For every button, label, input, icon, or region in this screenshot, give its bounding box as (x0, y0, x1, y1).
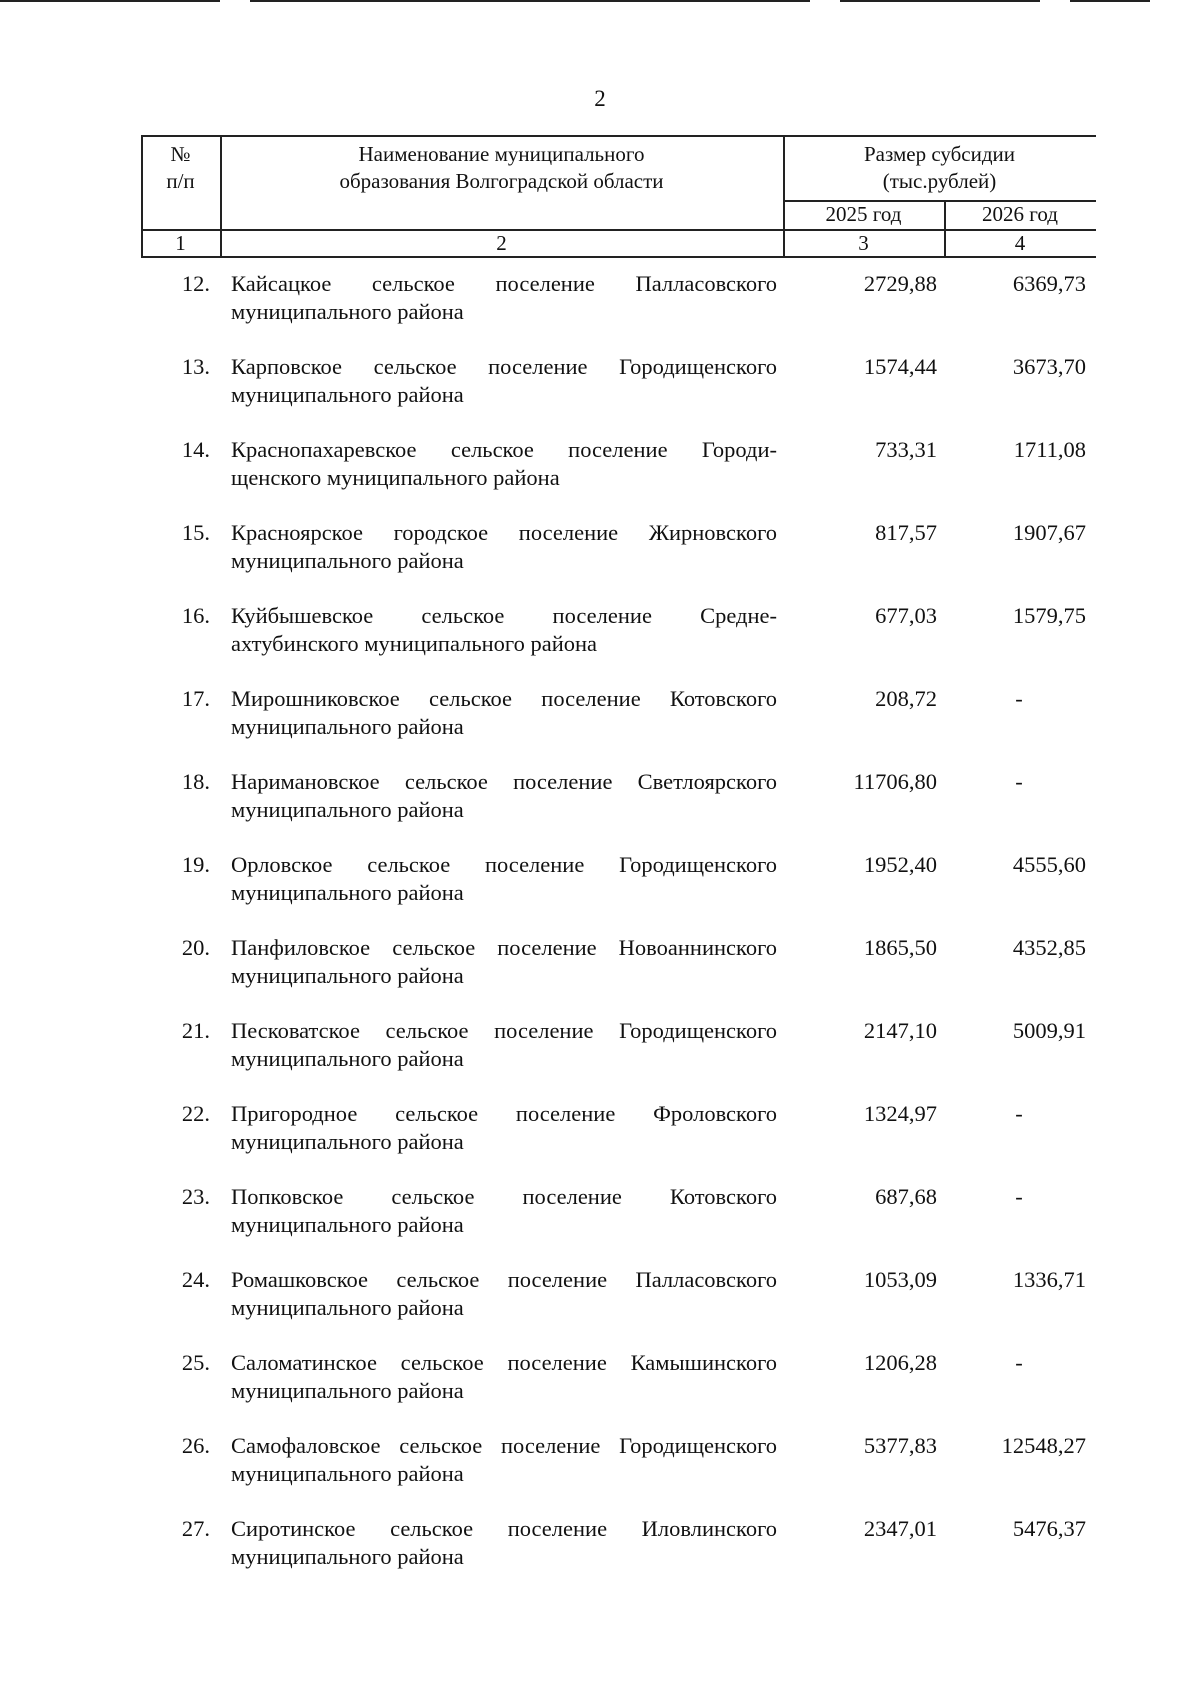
table-header (141, 135, 1096, 257)
header-index-2: 2 (496, 231, 507, 255)
municipality-name-line: ахтубинского муниципального района (231, 631, 598, 656)
municipality-name-line: муниципального района (231, 1212, 464, 1237)
municipality-name-line: муниципального района (231, 1378, 464, 1403)
subsidy-2025: 1053,09 (863, 1267, 937, 1292)
table-row (0, 602, 1200, 685)
subsidy-2025: 2347,01 (863, 1516, 937, 1541)
municipality-name-line: Кайсацкое сельское поселение Палласовского (231, 271, 777, 296)
row-number: 21. (181, 1018, 210, 1043)
table-row (0, 1432, 1200, 1515)
subsidy-2026: 6369,73 (1012, 271, 1086, 296)
subsidy-2026: 1336,71 (1012, 1267, 1086, 1292)
subsidy-2025: 2729,88 (863, 271, 937, 296)
municipality-name-line: щенского муниципального района (231, 465, 560, 490)
municipality-name-line: Панфиловское сельское поселение Новоаннинского (231, 935, 777, 960)
row-number: 20. (181, 935, 210, 960)
municipality-name (231, 685, 777, 741)
municipality-name (231, 934, 777, 990)
table-row (0, 768, 1200, 851)
subsidy-2026: - (1015, 1350, 1023, 1375)
municipality-name-line: муниципального района (231, 1461, 464, 1486)
header-num: № п/п (166, 142, 195, 193)
subsidy-2025: 677,03 (875, 603, 937, 628)
subsidy-2025: 1324,97 (863, 1101, 937, 1126)
subsidy-2026: 5476,37 (1012, 1516, 1086, 1541)
municipality-name-line: Песковатское сельское поселение Городищенского (231, 1018, 777, 1043)
municipality-name-line: муниципального района (231, 299, 464, 324)
subsidy-2025: 687,68 (875, 1184, 937, 1209)
municipality-name (231, 519, 777, 575)
table-row (0, 270, 1200, 353)
subsidy-2025: 1574,44 (863, 354, 937, 379)
subsidy-2026: 4555,60 (1012, 852, 1086, 877)
table-row (0, 1100, 1200, 1183)
subsidy-2025: 1206,28 (863, 1350, 937, 1375)
scan-edge-line (250, 0, 810, 2)
table-row (0, 934, 1200, 1017)
municipality-name (231, 1515, 777, 1571)
municipality-name-line: муниципального района (231, 1046, 464, 1071)
municipality-name (231, 1349, 777, 1405)
municipality-name-line: муниципального района (231, 548, 464, 573)
subsidy-2026: - (1015, 1184, 1023, 1209)
municipality-name-line: муниципального района (231, 797, 464, 822)
row-number: 15. (181, 520, 210, 545)
row-number: 14. (181, 437, 210, 462)
table-body (0, 270, 1200, 1598)
scan-edge-line (1070, 0, 1150, 2)
subsidy-2025: 817,57 (875, 520, 937, 545)
municipality-name (231, 353, 777, 409)
municipality-name (231, 1432, 777, 1488)
header-year-2025: 2025 год (825, 202, 902, 226)
page-number: 2 (594, 86, 606, 111)
table-row (0, 436, 1200, 519)
municipality-name-line: муниципального района (231, 1295, 464, 1320)
row-number: 25. (181, 1350, 210, 1375)
municipality-name-line: муниципального района (231, 963, 464, 988)
header-year-2026: 2026 год (982, 202, 1058, 226)
subsidy-2025: 1952,40 (863, 852, 937, 877)
subsidy-2025: 5377,83 (863, 1433, 937, 1458)
subsidy-2025: 733,31 (875, 437, 937, 462)
municipality-name-line: Пригородное сельское поселение Фроловского (231, 1101, 777, 1126)
municipality-name-line: Наримановское сельское поселение Светлоярского (231, 769, 777, 794)
municipality-name (231, 436, 777, 492)
municipality-name (231, 1100, 777, 1156)
row-number: 17. (181, 686, 210, 711)
table-row (0, 1017, 1200, 1100)
row-number: 13. (181, 354, 210, 379)
municipality-name-line: Мирошниковское сельское поселение Котовского (231, 686, 777, 711)
subsidy-2025: 208,72 (875, 686, 937, 711)
header-subsidy: Размер субсидии (тыс.рублей) (863, 142, 1016, 193)
municipality-name-line: Куйбышевское сельское поселение Средне- (231, 603, 777, 628)
municipality-name-line: Красноярское городское поселение Жирновского (231, 520, 777, 545)
municipality-name (231, 768, 777, 824)
municipality-name-line: муниципального района (231, 714, 464, 739)
municipality-name-line: муниципального района (231, 1129, 464, 1154)
row-number: 24. (181, 1267, 210, 1292)
municipality-name-line: Карповское сельское поселение Городищенского (231, 354, 777, 379)
row-number: 23. (181, 1184, 210, 1209)
scan-edge-line (840, 0, 1040, 2)
header-top-rule (141, 135, 1096, 137)
municipality-name-line: Ромашковское сельское поселение Палласовского (231, 1267, 777, 1292)
header-name: Наименование муниципального образования Волгоградской области (339, 142, 664, 193)
subsidy-2026: - (1015, 1101, 1023, 1126)
header-index-3: 3 (858, 231, 869, 255)
row-number: 27. (181, 1516, 210, 1541)
municipality-name-line: Краснопахаревское сельское поселение Городи- (231, 437, 777, 462)
table-row (0, 1266, 1200, 1349)
subsidy-2026: 4352,85 (1012, 935, 1086, 960)
subsidy-2026: 1907,67 (1012, 520, 1086, 545)
municipality-name-line: Саломатинское сельское поселение Камышинского (231, 1350, 777, 1375)
subsidy-2026: - (1015, 686, 1023, 711)
subsidy-2026: 1711,08 (1013, 437, 1086, 462)
municipality-name (231, 602, 777, 658)
municipality-name (231, 851, 777, 907)
municipality-name-line: Попковское сельское поселение Котовского (231, 1184, 777, 1209)
table-row (0, 1183, 1200, 1266)
municipality-name-line: Орловское сельское поселение Городищенского (231, 852, 777, 877)
table-row (0, 1349, 1200, 1432)
municipality-name (231, 1183, 777, 1239)
municipality-name (231, 1017, 777, 1073)
table-row (0, 685, 1200, 768)
municipality-name-line: Сиротинское сельское поселение Иловлинского (231, 1516, 777, 1541)
row-number: 26. (181, 1433, 210, 1458)
municipality-name (231, 1266, 777, 1322)
subsidy-2025: 11706,80 (853, 769, 937, 794)
row-number: 18. (181, 769, 210, 794)
row-number: 12. (181, 271, 210, 296)
subsidy-2025: 1865,50 (863, 935, 937, 960)
municipality-name-line: Самофаловское сельское поселение Городищенского (231, 1433, 777, 1458)
table-row (0, 353, 1200, 436)
subsidy-2026: 3673,70 (1012, 354, 1086, 379)
subsidy-2026: - (1015, 769, 1023, 794)
subsidy-2025: 2147,10 (863, 1018, 937, 1043)
subsidy-2026: 1579,75 (1012, 603, 1086, 628)
municipality-name-line: муниципального района (231, 880, 464, 905)
subsidy-2026: 5009,91 (1012, 1018, 1086, 1043)
municipality-name (231, 270, 777, 326)
table-row (0, 851, 1200, 934)
header-index-1: 1 (175, 231, 186, 255)
row-number: 22. (181, 1101, 210, 1126)
table-row (0, 1515, 1200, 1598)
scan-edge-line (0, 0, 220, 2)
table-row (0, 519, 1200, 602)
row-number: 19. (181, 852, 210, 877)
municipality-name-line: муниципального района (231, 382, 464, 407)
header-index-4: 4 (1014, 231, 1026, 255)
row-number: 16. (181, 603, 210, 628)
municipality-name-line: муниципального района (231, 1544, 464, 1569)
subsidy-2026: 12548,27 (1001, 1433, 1086, 1458)
